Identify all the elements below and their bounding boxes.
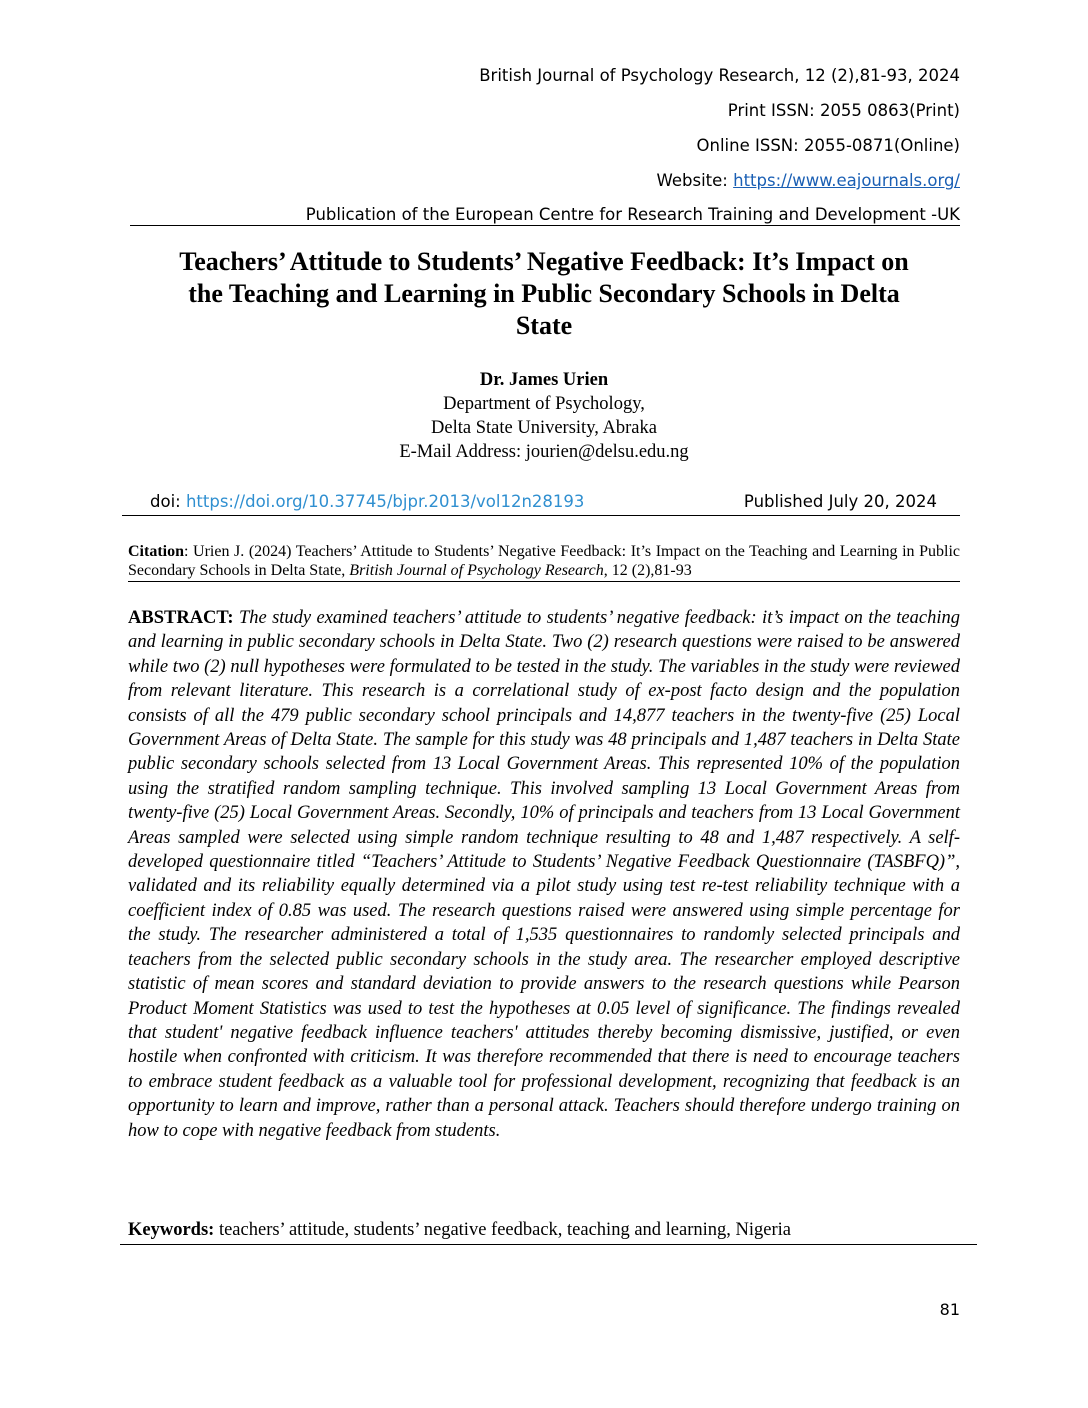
keywords-label: Keywords: (128, 1220, 215, 1240)
page-number: 81 (939, 1300, 960, 1319)
author-department: Department of Psychology, (443, 394, 645, 414)
author-university: Delta State University, Abraka (431, 418, 657, 438)
doi-link[interactable]: https://doi.org/10.37745/bjpr.2013/vol12n28193 (185, 492, 585, 511)
published-date: Published July 20, 2024 (743, 492, 937, 511)
doi-rule (122, 515, 960, 516)
website-link[interactable]: https://www.eajournals.org/ (733, 171, 960, 190)
author-block (128, 368, 960, 464)
citation-rule (128, 581, 960, 582)
abstract-label: ABSTRACT: (128, 608, 234, 628)
author-name: Dr. James Urien (479, 370, 609, 390)
citation-label: Citation (128, 543, 184, 560)
citation (128, 542, 960, 580)
keywords-rule (120, 1244, 977, 1245)
citation-text: : Urien J. (2024) Teachers’ Attitude to Students’ Negative Feedback: It’s Impact on the Teaching and Learning in Public Secondary Schools in Delta State, (128, 543, 960, 579)
publisher-line: Publication of the European Centre for Research Training and Development -UK (305, 205, 960, 224)
header-rule (130, 225, 960, 226)
doi-label: doi: (150, 492, 186, 511)
online-issn: Online ISSN: 2055-0871(Online) (696, 136, 960, 155)
keywords-text: teachers’ attitude, students’ negative feedback, teaching and learning, Nigeria (214, 1220, 791, 1240)
website-line (657, 171, 960, 190)
author-email: E-Mail Address: jourien@delsu.edu.ng (399, 442, 689, 462)
journal-citation-line: British Journal of Psychology Research, 12 (2),81-93, 2024 (479, 66, 960, 85)
print-issn: Print ISSN: 2055 0863(Print) (727, 101, 960, 120)
abstract-text: The study examined teachers’ attitude to students’ negative feedback: it’s impact on the teaching and learning in public secondary schools in Delta State. Two (2) research questions were raised to be answered while two (2) null hypotheses were formulated to be tested in the study. The variables in the study were reviewed from relevant literature. This research is a correlational study of ex-post facto design and the population consists of all the 479 public secondary school principals and 14,877 teachers in the twenty-five (25) Local Government Areas of Delta State. The sample for this study was 48 principals and 1,487 teachers in Delta State public secondary schools selected from 13 Local Government Areas. This represented 10% of the population using the stratified random sampling technique. This involved sampling 13 Local Government Areas from twenty-five (25) Local Government Areas. Secondly, 10% of principals and teachers from 13 Local Government Areas sampled were selected using simple random technique resulting to 48 and 1,487 respectively. A self-developed questionnaire titled “Teachers’ Attitude to Students’ Negative Feedback Questionnaire (TASBFQ)”, validated and its reliability equally determined via a pilot study using test re-test reliability technique with a coefficient index of 0.85 was used. The research questions raised were answered using simple percentage for the study. The researcher administered a total of 1,535 questionnaires to randomly selected principals and teachers from the selected public secondary schools in the study area. The researcher employed descriptive statistic of mean scores and standard deviation to provide answers to the research questions while Pearson Product Moment Statistics was used to test the hypotheses at 0.05 level of significance. The findings revealed that student' negative feedback influence teachers' attitudes thereby becoming dismissive, justified, or even hostile when confronted with criticism. It was therefore recommended that there is need to encourage teachers to embrace student feedback as a valuable tool for professional development, recognizing that feedback is an opportunity to learn and improve, rather than a personal attack. Teachers should therefore undergo training on how to cope with negative feedback from students. (128, 608, 960, 1141)
doi-row (150, 492, 937, 511)
keywords (128, 1220, 791, 1241)
website-label: Website: (656, 171, 734, 190)
title-line-3: State (515, 311, 573, 340)
paper-title (128, 246, 960, 342)
title-line-2: the Teaching and Learning in Public Secondary Schools in Delta (188, 279, 900, 308)
citation-journal: British Journal of Psychology Research (349, 562, 604, 579)
abstract (128, 606, 960, 1143)
title-line-1: Teachers’ Attitude to Students’ Negative Feedback: It’s Impact on (179, 247, 909, 276)
citation-volume: , 12 (2),81-93 (603, 562, 692, 579)
